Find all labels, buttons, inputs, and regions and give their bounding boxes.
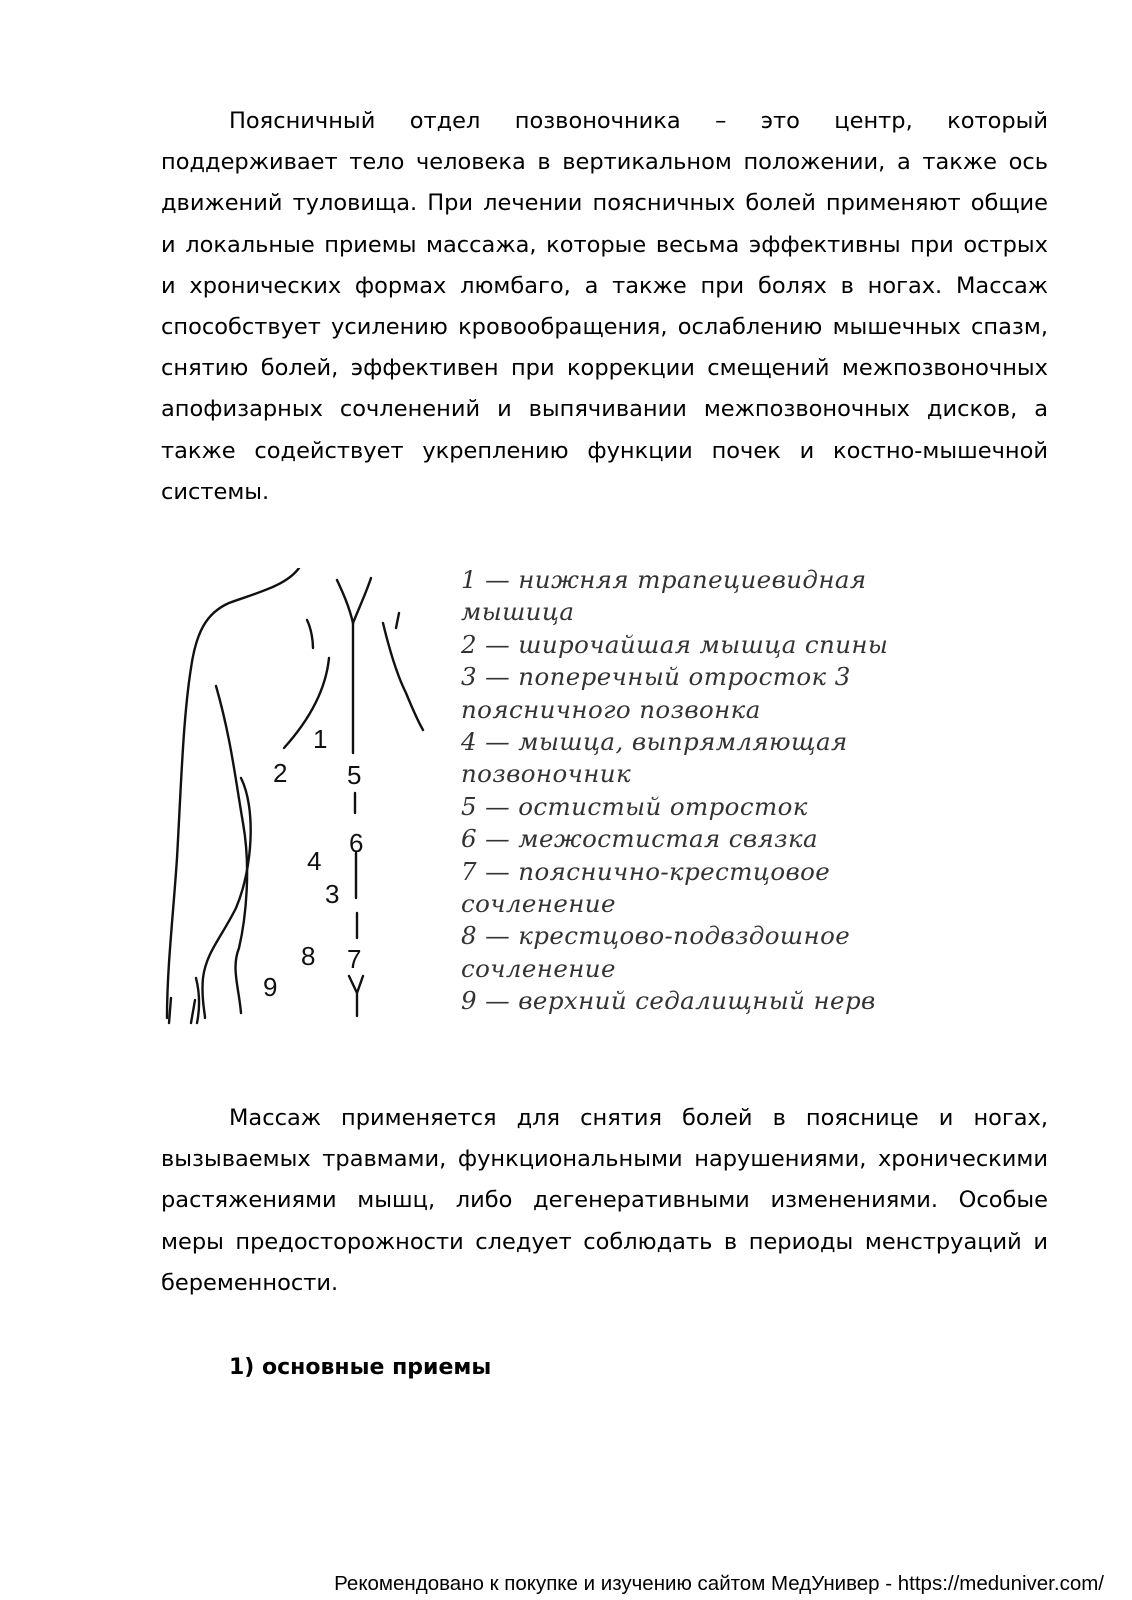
- figure-label-9: 9: [263, 972, 278, 1002]
- legend-item: 9 — верхний седалищный нерв: [461, 986, 876, 1016]
- figure-label-2: 2: [273, 758, 288, 788]
- legend-item: 1 — нижняя трапециевидная мышица: [461, 565, 867, 627]
- legend-item: 2 — широчайшая мышца спины: [461, 629, 889, 659]
- legend-item: 3 — поперечный отросток 3 поясничного позвонка: [461, 662, 851, 724]
- forearm-outline: [196, 978, 199, 1023]
- right-back-outline: [383, 623, 423, 730]
- figure-label-5: 5: [347, 760, 362, 790]
- legend-item: 4 — мышца, выпрямляющая позвоночник: [461, 727, 848, 789]
- figure-legend: [461, 564, 901, 1018]
- footer-recommendation: Рекомендовано к покупке и изучению сайтом МедУнивер - https://meduniver.com/: [334, 1572, 1104, 1595]
- neck-right: [353, 578, 371, 623]
- massage-paragraph: Массаж применяется для снятия болей в пояснице и ногах, вызываемых травмами, функциональными нарушениями, хроническими растяжениями мышц, либо дегенеративными изменениями. Особые меры предосторожности следует соблюдать в периоды менструаций и беременности.: [161, 1105, 1048, 1296]
- figure-label-1: 1: [313, 724, 328, 754]
- trapezius-left: [307, 620, 313, 648]
- legend-item: 8 — крестцово-подвздошное сочленение: [461, 921, 851, 983]
- figure-label-4: 4: [307, 846, 322, 876]
- figure-label-8: 8: [301, 941, 316, 971]
- legend-item: 6 — межостистая связка: [461, 824, 818, 854]
- inner-arm-outline: [216, 686, 247, 1013]
- legend-item: 7 — пояснично-крестцовое сочленение: [461, 856, 831, 919]
- back-anatomy-figure: [161, 568, 451, 1048]
- intro-paragraph: Поясничный отдел позвоночника – это центр, который поддерживает тело человека в вертикальном положении, а также ось движений туловища. При лечении поясничных болей применяют общие и локальные приемы массажа, которые весьма эффективны при острых и хронических формах люмбаго, а также при болях в ногах. Массаж способствует усилению кровообращения, ослаблению мышечных спазм, снятию болей, эффективен при коррекции смещений межпозвоночных апофизарных сочленений и выпячивании межпозвоночных дисков, а также содействует укреплению функции почек и костно-мышечной системы.: [161, 108, 1048, 505]
- flank-outline: [202, 778, 250, 1018]
- sacrum-mark: [349, 976, 363, 1016]
- neck-left: [337, 580, 353, 623]
- figure-label-3: 3: [325, 879, 340, 909]
- shoulder-outline: [167, 568, 299, 1018]
- figure-label-6: 6: [349, 828, 364, 858]
- section-heading: 1) основные приемы: [229, 1355, 492, 1380]
- figure-label-7: 7: [347, 944, 362, 974]
- legend-item: 5 — остистый отросток: [461, 791, 808, 821]
